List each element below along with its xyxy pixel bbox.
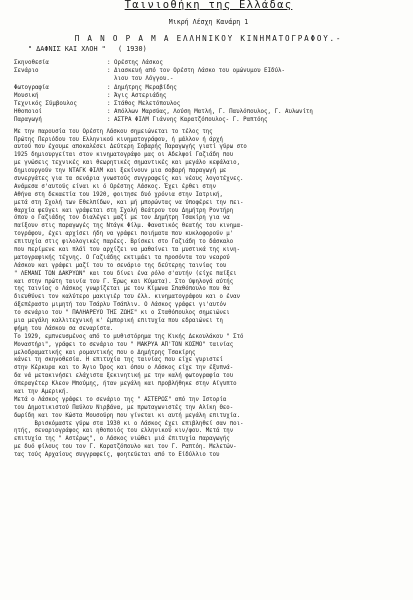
body-line: Μοναστήρι", γράφει το σενάριο του " ΜΑΚΡΥΑ ΑΠ'ΤΟΝ ΚΟΣΜΟ" ταινίας xyxy=(14,341,234,348)
body-line: κάνει τη σκηνοθεσία. Η επιτυχία της ταινίας που είχε γυριστεί xyxy=(14,357,223,364)
credit-value: : Δημήτρης Μεραβίδης xyxy=(107,84,177,91)
body-text xyxy=(14,129,403,460)
body-line: δα νά μετακινήσει ελάχιστα ξεκινητική με την καλή φωτογραφία του xyxy=(14,373,234,380)
credit-value: : Διασκευή από τον Ορέστη Λάσκο του ομώνυμου ΕΙδύλ- xyxy=(107,68,285,75)
body-line: Λάσκου και γράφει μαζί του το σενάριο της δεύτερης ταινίας του xyxy=(14,262,227,269)
credit-value: λιου του Λόγγου.- xyxy=(107,76,174,83)
credits-block xyxy=(14,59,403,125)
credit-label: Μουσική xyxy=(14,92,39,99)
header-title: Ταινιοθήκη της Ελλάδας xyxy=(124,0,293,11)
credit-value: : Απόλλων Μαρσύας, Λούση Ματλή, Γ. Παυλόπουλος, Γ. Αυλωνίτη xyxy=(107,109,313,116)
body-line: τογράφου, έχει αρχίσει ήδη να γράφει ποιήματα που κυκλοφορούν μ' xyxy=(14,231,234,238)
body-line: Πρώτης Περιόδου του Ελληνικού κινηματογράφου, ή μάλλον ή άρχή xyxy=(14,136,223,143)
body-line: διευθύνει τον καλύτερο μακιγιέρ του έλλ. κινηματογράφου και ο έναν xyxy=(14,294,240,301)
body-line: Αθήνα στη δεκαετία του 1920, φοιτησε δυό χρόνια στην Ιατρική, xyxy=(14,191,223,198)
body-line: άξεπέραστο μιμητή του Τσάρλυ Τσάπλιν. Ο Λάσκος γράφει γι'αυτόν xyxy=(14,302,227,309)
credit-label: Σενάριο xyxy=(14,68,39,75)
credit-row xyxy=(14,75,403,83)
body-line: Βρισκόμαστε γύρω στα 1930 κι ο Λάσκος έχει επιβληθεί σαν ποι- xyxy=(14,420,244,427)
body-line: φήμη του Λάσκου σα σεναρίστα. xyxy=(14,325,114,332)
body-line: 1925 δημιουργείται στον κινηματογράφο μας οι Αδελφοί Γαζιάδη που xyxy=(14,152,234,159)
credit-label xyxy=(14,75,107,83)
credit-label: Ηθοποιοί xyxy=(14,109,42,116)
body-line: Το 1929, εμπνευσμένος από το μυθιστόρημα της Κικής Δεκουλάκου " Στό xyxy=(14,333,244,340)
body-line: στην Κέρκυρα και το Άγιο Όρος και όπου ο Λάσκος είχε την έξυπνά- xyxy=(14,365,234,372)
body-line: όπεραγέτερ Κλεον Μπούμης, ήταν μεγάλη και προβλήθηκε στην Αίγυπτο xyxy=(14,381,237,388)
body-line: θαρχία φεύγει και γράφεται στη Σχολή Θεάτρου του Δημήτρη Ροντήρη xyxy=(14,207,234,214)
body-line: ητής, σεναριογράφος και ηθοποιός του ελληνικού κιν/φου. Μετά την xyxy=(14,428,234,435)
film-title: " ΔΑΦΝΙΣ ΚΑΙ ΧΛΟΗ " ( 1930) xyxy=(28,45,147,53)
body-line: Μετά ο Λάσκος γράφει το σενάριο της " ΑΣΤΕΡΩΣ" από την Ιστορία xyxy=(14,396,227,403)
body-line: με γνώσεις τεχνικές και θεωρητικές σημαντικές και μεγάλο κεφάλαιο, xyxy=(14,160,240,167)
body-line: δημιουργούν την ΝΤΑΓΚ ΦΙΛΜ και ξεκίνουν μια σοβαρή παραγωγή με xyxy=(14,168,227,175)
credit-row xyxy=(14,108,403,116)
body-line: Ανάμεσα σ'αυτούς είναι κι ό Ορέστης Λάσκος. Έχει έρθει στην xyxy=(14,183,217,190)
body-line: ματογραφικής τέχνης. Ο Γαζιάδης εκτιμάει τα προσόντα του νεαρού xyxy=(14,254,230,261)
credit-row xyxy=(14,67,403,75)
credit-label: Φωτογραφία xyxy=(14,84,49,91)
body-line: επιτυχία της " Αστέρως", ο Λάσκος νιώθει μιά έπιτυχία παραγωγής xyxy=(14,436,230,443)
body-line: παίξουν στις παραγωγές της Ντάγκ Φίλμ. Φανατικός θεατής του κινημα- xyxy=(14,223,244,230)
credit-row xyxy=(14,92,403,100)
credit-row xyxy=(14,84,403,92)
body-line: της ταινίας ο Λάσκος γνωρίζεται με τον Κίμωνα Σπαθόπουλο που θα xyxy=(14,286,230,293)
body-line: και την Αμερική. xyxy=(14,389,69,396)
body-line: " ΛΕΜΑΝΙ ΤΩΝ ΔΑΚΡΥΩΝ" και του δίνει ένα ρόλο σ'αυτήν (είχε παίξει xyxy=(14,270,237,277)
credit-value: : Ορέστης Λάσκος xyxy=(107,60,163,66)
body-line: αυτού που έχουμε αποκαλέσει Δεύτερη Σοβαρής Παραγωγής γιατί γύρω στο xyxy=(14,144,247,151)
body-line: δωρίδη και τον Κώστα Μουσούρη που γίνεται κι αυτή μεγάλη επιτυχία. xyxy=(14,412,240,419)
body-line: μετά στη Σχολή των Εθελπίδων, και μή μπορώντας να ύποφέρει την πει- xyxy=(14,199,244,206)
panorama-heading: Π Α Ν Ο Ρ Α Μ Α ΕΛΛΗΝΙΚΟΥ ΚΙΝΗΜΑΤΟΓΡΑΦΟΥ.- xyxy=(74,34,343,43)
body-line: όπου ο Γαζιάδης τον διαλέγει μαζί με τον Δημήτρη Τσακίρη για να xyxy=(14,215,230,222)
credit-row xyxy=(14,59,403,67)
header-subtitle: Μικρή Λέσχη Κανάρη 1 xyxy=(168,18,249,26)
body-line: συνεργάτες για τα σενάρια γνωστούς συγγραφείς και νέους λογοτέχνες. xyxy=(14,175,244,182)
body-line: Με την παρουσία του Ορέστη Λάσκου σημειώνεται το τέλος της xyxy=(14,128,213,135)
body-line: το σενάριο του " ΠΑΛΗΑΡΕΥΟ ΤΗΣ ΖΩΗΣ" κι ο Σταθόπουλος σημειώνει xyxy=(14,310,230,317)
credit-row xyxy=(14,100,403,108)
credit-value: : ΑΣΤΡΑ ΦΙΛΜ Γιάννης Καρατζόπουλος- Γ. Ραπτόης xyxy=(107,117,268,124)
credit-label: Παραγωγή xyxy=(14,117,42,124)
body-line: με δυό φίλους του τον Γ. Καρατζόπουλο και τον Γ. Ραπτόη. Μελετών- xyxy=(14,444,237,451)
body-line: επιτυχία στις φιλολογικές παρέες. Βρίσκει στο Γαζιάδη το δάσκαλο xyxy=(14,239,234,246)
credit-label: Τεχνικός Σύμβουλος xyxy=(14,101,77,108)
credit-value: : Άγις Αστεριάδης xyxy=(107,92,167,99)
body-line: μια μεγάλη καλλιτεχνική κ' έμπορική επιτυχία που εδραιώνει τη xyxy=(14,318,223,324)
body-line: τας τούς Αρχαίους συγγραφείς, φοητεύεται από το Είδύλλιο του xyxy=(14,452,220,459)
credit-value: : Στάθος Μελετόπουλος xyxy=(107,101,181,108)
body-line: μελοδραματικής και ρομαντικής που ο Δημήτρης Τσακίρης xyxy=(14,349,196,356)
body-line: του Δημοτικιστού Παύλου Νιρβάνα, με πρωταγωνιστές την Αλίκη Θεο- xyxy=(14,404,234,411)
credit-label: Σκηνοθεσία xyxy=(14,60,49,66)
body-line: και στην πρώτη ταινία του Γ. Έρως και Κύματα). Στο ύψηλογά αύτής xyxy=(14,278,234,285)
credit-row xyxy=(14,116,403,124)
body-line: που περίμενε και πλάϊ του αρχίζει να μαθαίνει τα μυστικά της κινη- xyxy=(14,246,240,253)
